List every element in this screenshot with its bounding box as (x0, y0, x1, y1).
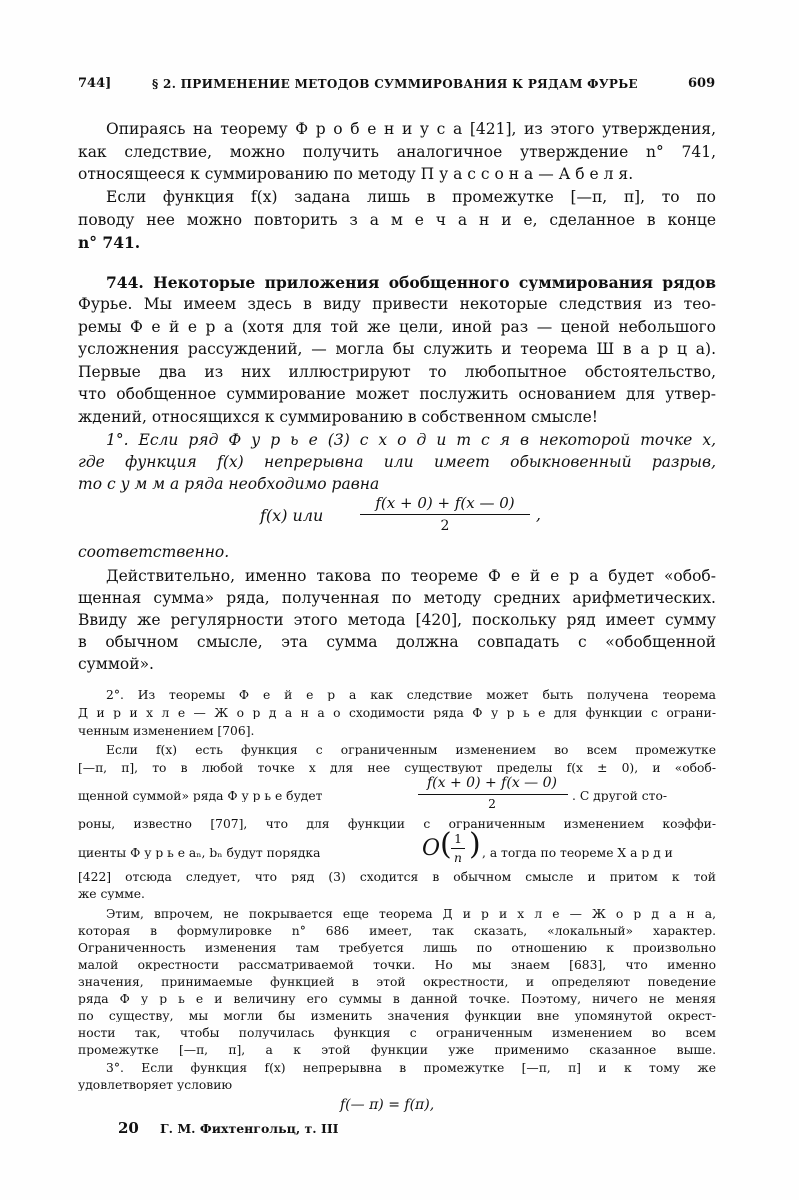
theorem3-line: удовлетворяет условию (78, 1079, 233, 1092)
theorem2-O-numerator: 1 (454, 832, 462, 846)
theorem2-line: 2°. Из теоремы Ф е й е р а как следствие может быть получена теорема (106, 689, 716, 702)
section-heading-cont: Фурье. Мы имеем здесь в виду привести некоторые следствия из тео- (78, 297, 716, 313)
theorem2-line7: роны, известно [707], что для функции с ограниченным изменением коэффи- (78, 818, 716, 831)
remark-line: малой окрестности рассматриваемой точки. Но мы знаем [683], что именно (78, 959, 716, 972)
section-body-line: усложнения рассуждений, — могла бы служить и теорема Ш в а р ц а). (78, 342, 716, 358)
proof1-line: щенная сумма» ряда, полученная по методу средних арифметических. (78, 591, 716, 607)
remark-line: ряда Ф у р ь е и величину его суммы в данной точке. Поэтому, ничего не меняя (78, 993, 716, 1006)
proof1-line: Ввиду же регулярности этого метода [420], поскольку ряд имеет сумму (78, 613, 716, 629)
header-title: § 2. ПРИМЕНЕНИЕ МЕТОДОВ СУММИРОВАНИЯ К РЯДАМ ФУРЬЕ (152, 78, 638, 90)
proof1-line: суммой». (78, 657, 154, 673)
theorem2-line10: же сумме. (78, 888, 145, 901)
theorem3-line: 3°. Если функция f(x) непрерывна в промежутке [—π, π] и к тому же (106, 1062, 716, 1075)
remark-line: значения, принимаемые функцией в этой окрестности, и определяют поведение (78, 976, 716, 989)
theorem2-paren-open: ( (440, 827, 452, 862)
remark-line: по существу, мы могли бы изменить значения функции вне упомянутой окрест- (78, 1010, 716, 1023)
remark-line: которая в формулировке n° 686 имеет, так сказать, «локальный» характер. (78, 925, 716, 938)
remark-line: Ограниченность изменения там требуется лишь по отношению к произвольно (78, 942, 716, 955)
theorem2-fraction-denominator: 2 (488, 797, 496, 811)
intro-line: как следствие, можно получить аналогичное утверждение n° 741, (78, 145, 716, 161)
intro-line: Если функция f(x) задана лишь в промежутке [—π, π], то по (106, 190, 716, 206)
footer-signature-text: Г. М. Фихтенгольц, т. III (160, 1123, 339, 1136)
theorem2-line6-left: щенной суммой» ряда Ф у р ь е будет (78, 790, 323, 803)
theorem2-line: Д и р и х л е — Ж о р д а н а о сходимости ряда Ф у р ь е для функции с ограни- (78, 707, 716, 720)
intro-line: поводу нее можно повторить з а м е ч а н и е, сделанное в конце (78, 213, 716, 229)
theorem2-paren-close: ) (469, 827, 481, 862)
intro-line: Опираясь на теорему Ф р о б е н и у с а [421], из этого утверждения, (106, 122, 716, 138)
theorem2-line: Если f(x) есть функция с ограниченным изменением во всем промежутке (106, 744, 716, 757)
theorem1-formula-left: f(x) или (260, 506, 324, 525)
remark-line: ности так, чтобы получилась функция с ограниченным изменением во всем (78, 1027, 716, 1040)
theorem2-line8-left: циенты Ф у р ь е aₙ, bₙ будут порядка (78, 847, 321, 860)
section-heading: 744. Некоторые приложения обобщенного суммирования рядов (106, 275, 716, 291)
theorem2-line9: [422] отсюда следует, что ряд (3) сходится в обычном смысле и притом к той (78, 871, 716, 884)
theorem1-line: то с у м м а ряда необходимо равна (78, 477, 380, 493)
theorem2-O-denominator: n (454, 851, 462, 865)
theorem2-line: [—π, π], то в любой точке x для нее существуют пределы f(x ± 0), и «обоб- (78, 762, 716, 775)
section-body-line: ждений, относящихся к суммированию в собственном смысле! (78, 410, 599, 426)
header-section-number: 744] (78, 77, 112, 90)
section-body-line: ремы Ф е й е р а (хотя для той же цели, иной раз — ценой небольшого (78, 320, 716, 336)
intro-line: n° 741. (78, 235, 141, 251)
theorem2-line8-right: , а тогда по теореме Х а р д и (482, 847, 673, 860)
theorem1-after: соответственно. (78, 545, 230, 561)
theorem1-fraction-numerator: f(x + 0) + f(x — 0) (375, 494, 515, 512)
theorem2-fraction-numerator: f(x + 0) + f(x — 0) (427, 775, 557, 791)
section-body-line: что обобщенное суммирование может послужить основанием для утвер- (78, 387, 716, 403)
page-number: 609 (688, 77, 716, 90)
theorem1-formula-comma: , (536, 506, 541, 524)
theorem2-fraction-bar (418, 794, 568, 795)
theorem1-line: 1°. Если ряд Ф у р ь е (3) с х о д и т с я в некоторой точке x, (106, 433, 716, 449)
footer-signature-number: 20 (118, 1121, 139, 1136)
theorem2-line: ченным изменением [706]. (78, 725, 255, 738)
remark-line: Этим, впрочем, не покрывается еще теорема Д и р и х л е — Ж о р д а н а, (106, 908, 716, 921)
proof1-line: в обычном смысле, эта сумма должна совпадать с «обобщенной (78, 635, 716, 651)
theorem2-big-O: O (422, 836, 441, 861)
theorem1-fraction-bar (360, 514, 530, 515)
section-body-line: Первые два из них иллюстрируют то любопытное обстоятельство, (78, 365, 716, 381)
remark-line: промежутке [—π, π], а к этой функции уже применимо сказанное выше. (78, 1044, 716, 1057)
proof1-line: Действительно, именно такова по теореме Ф е й е р а будет «обоб- (106, 569, 716, 585)
intro-line: относящееся к суммированию по методу П у а с с о н а — А б е л я. (78, 167, 634, 183)
theorem2-O-bar (451, 848, 465, 849)
theorem1-fraction-denominator: 2 (440, 518, 450, 534)
theorem1-line: где функция f(x) непрерывна или имеет обыкновенный разрыв, (78, 455, 716, 471)
theorem3-formula: f(— π) = f(π), (340, 1097, 435, 1113)
theorem2-line6-right: . С другой сто- (572, 790, 668, 803)
